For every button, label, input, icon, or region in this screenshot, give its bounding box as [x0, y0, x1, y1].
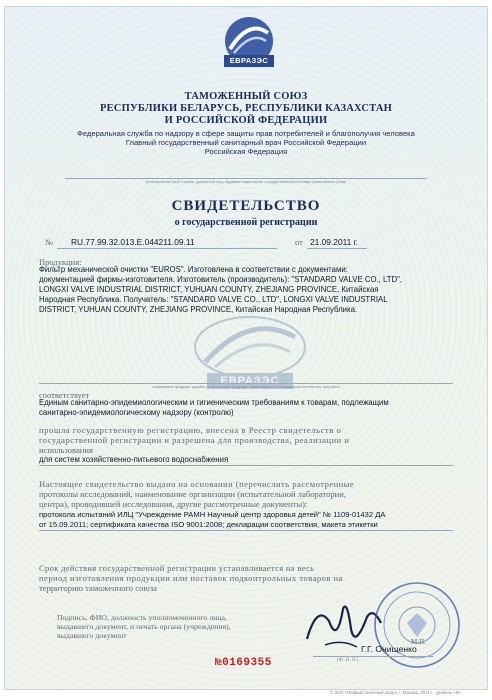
document-title: СВИДЕТЕЛЬСТВО [171, 198, 321, 214]
basis-line-2: протоколы исследований, наименование организации (испытательной лаборатории, [39, 489, 347, 499]
watermark-text: ЕВРАЗЭС [220, 375, 280, 387]
number-rule [57, 248, 277, 249]
conformity-label: соответствует [39, 390, 90, 400]
product-label: Продукция: [39, 257, 82, 267]
registry-line-1: прошла государственную регистрацию, внесена в Реестр свидетельств о [39, 425, 342, 435]
official-stamp [371, 579, 463, 671]
registration-number: RU.77.99.32.013.Е.044211.09.11 [71, 237, 195, 247]
conformity-line-1: Единым санитарно-эпидемиологическим и гигиеническим требованиям к товарам, подлежащим [39, 398, 389, 407]
product-line-4: Народная Республика. Получатель: "STANDARD VALVE CO., LTD", LONGXI VALVE INDUSTRIAL [39, 295, 388, 304]
print-footer: © ЗАО «Первый печатный двор», г. Москва, 2011 г., уровень «В» [330, 690, 462, 695]
registration-date: 21.09.2011 г. [310, 237, 358, 247]
union-line-3: И РОССИЙСКОЙ ФЕДЕРАЦИИ [164, 115, 328, 126]
basis-line-1: Настоящее свидетельство выдано на основании (перечислить рассмотренные [39, 479, 355, 489]
product-line-5: DISTRICT, YUHUAN COUNTY, ZHEJIANG PROVINCE, Китайская Народная Республика. [39, 305, 358, 314]
logo-text: ЕВРАЗЭС [229, 56, 269, 65]
product-line-2: документацией фирмы-изготовителя. Изготовитель (производитель): "STANDARD VALVE CO., LTD", [39, 275, 403, 284]
union-line-1: ТАМОЖЕННЫЙ СОЮЗ [184, 91, 308, 102]
number-label: № [45, 237, 54, 247]
document-subtitle: о государственной регистрации [174, 217, 318, 228]
eurasec-logo-icon [218, 13, 280, 75]
registry-line-2: государственной регистрации и разрешена для производства, реализации и [39, 435, 350, 445]
validity-line-1: Срок действия государственной регистрации устанавливается на весь [39, 563, 315, 573]
product-rule [39, 383, 453, 384]
certificate-sheet [4, 6, 488, 690]
agency-line-1: Федеральная служба по надзору в сфере защиты прав потребителей и благополучия человека [77, 129, 415, 138]
registry-line-3: использования [39, 445, 93, 455]
authority-caption: уполномоченный орган Стороны, должностное лицо, выдавшее свидетельство о государственной регистрации (наименование органа) [145, 180, 347, 184]
agency-line-3: Российская Федерация [204, 147, 288, 156]
signature-rule [313, 656, 433, 657]
conformity-line-2: санитарно-эпидемиологическому надзору (контролю) [39, 408, 234, 417]
stamp-initials: М.П. [411, 638, 426, 646]
signature-caption-3: выдавшего документ [57, 631, 127, 640]
date-rule [307, 248, 367, 249]
signer-caption: (Ф. И. О.) [337, 657, 359, 663]
usage-value: для систем хозяйственно-питьевого водоснабжения [39, 455, 229, 464]
basis-value-2: от 15.09.2011; сертификата качества ISO 9001:2008; декларации соответствия, макета этикетки [39, 520, 378, 529]
date-label: от [295, 237, 303, 247]
signer-name: Г.Г. Онищенко [361, 644, 417, 654]
basis-line-3: центра), проводившей исследования, другие рассмотренные документы): [39, 499, 308, 509]
basis-value-1: протокола испытаний ИЛЦ "Учреждение РАМН Научный центр здоровья детей" № 1109-01432 ДА [39, 510, 386, 519]
authority-rule [65, 178, 427, 179]
validity-line-2: период изготовления продукции или поставок подконтрольных товаров на [39, 573, 343, 583]
basis-rule [39, 530, 453, 531]
product-caption: наименование продукции, документ на изготовление продукции, наименование и местонахождение изготовителя, получателя [152, 385, 340, 389]
validity-line-3: территорию таможенного союза [39, 583, 157, 593]
product-line-1: Фильтр механической очистки "EUROS". Изготовлена в соответствии с документами: [39, 265, 348, 274]
signature-caption-1: Подпись, ФИО, должность уполномоченного лица, [57, 613, 227, 622]
serial-number: №0169355 [215, 657, 272, 669]
usage-rule [39, 465, 453, 466]
product-line-3: LONGXI VALVE INDUSTRIAL DISTRICT, YUHUAN COUNTY, ZHEJIANG PROVINCE, Китайская [39, 285, 379, 294]
signature-caption-2: выдавшего документ, и печать органа (учреждения), [57, 622, 231, 631]
agency-line-2: Главный государственный санитарный врач Российской Федерации [125, 138, 367, 147]
union-line-2: РЕСПУБЛИКИ БЕЛАРУСЬ, РЕСПУБЛИКИ КАЗАХСТАН [99, 103, 392, 114]
